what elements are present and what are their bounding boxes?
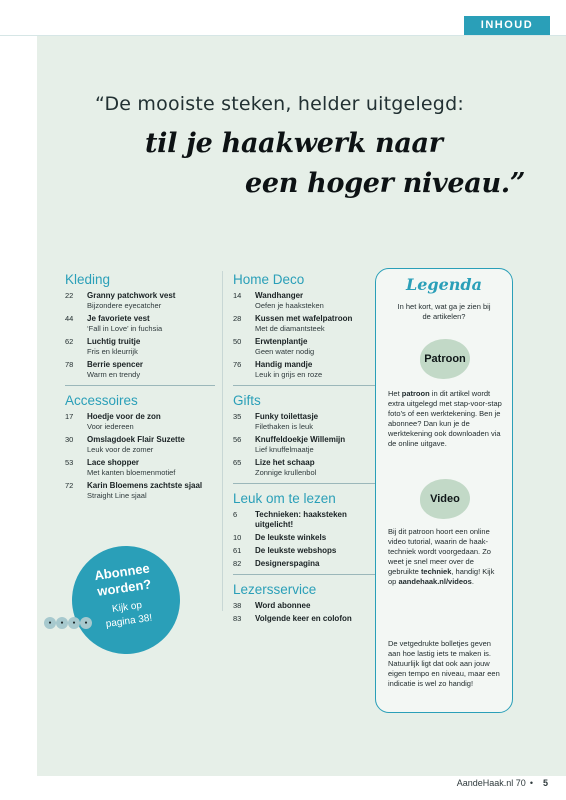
entry-title: Hoedje voor de zon (87, 412, 161, 421)
service-list (233, 601, 383, 624)
badge-line-3: Kijk op (111, 599, 143, 615)
video-text-part: , handig! Kijk op (388, 567, 495, 586)
toc-entry[interactable] (65, 435, 215, 455)
legend-title: Legenda (406, 275, 482, 294)
entry-title: Omslagdoek Flair Suzette (87, 435, 185, 444)
entry-page: 50 (233, 337, 242, 346)
top-bar (0, 0, 566, 36)
entry-desc: Leuk in grijs en roze (255, 370, 323, 379)
toc-entry[interactable] (233, 614, 383, 624)
section-rule (233, 385, 383, 386)
entry-title: Lace shopper (87, 458, 140, 467)
page-footer (457, 778, 548, 788)
entry-title: Designerspagina (255, 559, 320, 568)
toc-entry[interactable] (65, 314, 215, 334)
entry-title: Handig mandje (255, 360, 313, 369)
difficulty-dot-icon: ● (56, 617, 68, 629)
video-link[interactable]: aandehaak.nl/videos (398, 577, 472, 586)
patroon-text (388, 389, 502, 449)
entry-title: Funky toilettasje (255, 412, 319, 421)
entry-desc: Bijzondere eyecatcher (87, 301, 162, 310)
kleding-list (65, 291, 215, 380)
badge-line-4: pagina 38! (105, 612, 153, 630)
difficulty-dot-icon: ● (44, 617, 56, 629)
patroon-label: Patroon (424, 353, 466, 365)
video-label: Video (430, 493, 460, 505)
entry-title: Volgende keer en colofon (255, 614, 352, 623)
entry-desc: ‘Fall in Love’ in fuchsia (87, 324, 163, 333)
toc-entry[interactable] (65, 481, 215, 501)
legend-intro: In het kort, wat ga je zien bij de artikelen? (397, 302, 491, 321)
toc-entry[interactable] (233, 458, 383, 478)
entry-page: 28 (233, 314, 242, 323)
toc-entry[interactable] (233, 291, 383, 311)
quote-line-1: “De mooiste steken, helder uitgelegd: (95, 93, 464, 115)
toc-entry[interactable] (65, 412, 215, 432)
quote-line-3: een hoger niveau.” (245, 168, 526, 199)
entry-page: 62 (65, 337, 74, 346)
entry-page: 76 (233, 360, 242, 369)
entry-title: Knuffeldoekje Willemijn (255, 435, 346, 444)
toc-entry[interactable] (233, 412, 383, 432)
entry-desc: Oefen je haaksteken (255, 301, 324, 310)
video-text-bold: techniek (420, 567, 452, 576)
video-text (388, 527, 502, 587)
entry-desc: Leuk voor de zomer (87, 445, 154, 454)
gifts-list (233, 412, 383, 478)
video-text-part: Bij dit patroon hoort een online video tutorial, waarin de haak-techniek wordt voorgedaan. Zo weet je snel meer over de gebruikte (388, 527, 491, 576)
entry-page: 35 (233, 412, 242, 421)
section-tab: INHOUD (464, 16, 550, 35)
entry-page: 65 (233, 458, 242, 467)
entry-title: Karin Bloemens zachtste sjaal (87, 481, 203, 490)
patroon-text-bold: patroon (401, 389, 430, 398)
entry-page: 82 (233, 559, 242, 568)
footer-bullet: • (529, 778, 533, 788)
quote-line-2: til je haakwerk naar (145, 128, 443, 159)
entry-title: Wandhanger (255, 291, 304, 300)
entry-page: 61 (233, 546, 242, 555)
patroon-text-part: in dit artikel wordt extra uitgelegd met stap-voor-stap foto’s of een werktekening. Ben je abonnee? Dan kun je de werktekening ook downloaden via de online uitgave. (388, 389, 502, 448)
magazine-name: AandeHaak.nl 70 (456, 778, 526, 788)
entry-title: Word abonnee (255, 601, 311, 610)
toc-left-column (65, 272, 215, 504)
legend-box (375, 268, 513, 713)
column-divider (222, 271, 223, 611)
entry-page: 38 (233, 601, 242, 610)
entry-title: De leukste winkels (255, 533, 327, 542)
toc-entry[interactable] (233, 314, 383, 334)
entry-desc: Straight Line sjaal (87, 491, 147, 500)
accessoires-list (65, 412, 215, 501)
patroon-icon (420, 339, 470, 379)
category-lezersservice: Lezersservice (233, 582, 317, 597)
entry-desc: Zonnige krullenbol (255, 468, 317, 477)
entry-desc: Voor iedereen (87, 422, 134, 431)
entry-page: 14 (233, 291, 242, 300)
category-lezen: Leuk om te lezen (233, 491, 336, 506)
toc-entry[interactable] (233, 510, 383, 530)
difficulty-text: De vetgedrukte bolletjes geven aan hoe lastig iets te maken is. Natuurlijk ligt dat ook aan jouw eigen tempo en niveau, maar een indicatie is wel zo handig! (388, 639, 500, 688)
toc-entry[interactable] (65, 291, 215, 311)
entry-title: Technieken: haaksteken uitgelicht! (255, 510, 347, 529)
entry-page: 56 (233, 435, 242, 444)
entry-desc: Fris en kleurrijk (87, 347, 138, 356)
entry-page: 78 (65, 360, 74, 369)
toc-entry[interactable] (233, 601, 383, 611)
entry-page: 6 (233, 510, 238, 519)
entry-page: 53 (65, 458, 74, 467)
toc-entry[interactable] (233, 435, 383, 455)
entry-page: 30 (65, 435, 74, 444)
category-homedeco: Home Deco (233, 272, 305, 287)
page-number: 5 (542, 778, 548, 788)
category-kleding: Kleding (65, 272, 111, 287)
toc-entry[interactable] (233, 559, 383, 569)
video-icon (420, 479, 470, 519)
entry-title: Berrie spencer (87, 360, 144, 369)
difficulty-dots (44, 617, 94, 629)
badge-line-2: worden? (96, 576, 153, 599)
toc-middle-column (233, 272, 383, 627)
entry-desc: Met de diamantsteek (255, 324, 325, 333)
entry-title: Granny patchwork vest (87, 291, 176, 300)
toc-entry[interactable] (233, 337, 383, 357)
difficulty-dot-icon: ● (68, 617, 80, 629)
entry-desc: Lief knuffelmaatje (255, 445, 314, 454)
entry-page: 72 (65, 481, 74, 490)
toc-entry[interactable] (65, 360, 215, 380)
toc-entry[interactable] (65, 337, 215, 357)
patroon-text-part: Het (388, 389, 402, 398)
entry-title: De leukste webshops (255, 546, 337, 555)
toc-entry[interactable] (233, 533, 383, 543)
toc-entry[interactable] (65, 458, 215, 478)
homedeco-list (233, 291, 383, 380)
toc-entry[interactable] (233, 546, 383, 556)
entry-title: Lize het schaap (255, 458, 315, 467)
entry-page: 22 (65, 291, 74, 300)
entry-desc: Filethaken is leuk (255, 422, 313, 431)
entry-title: Kussen met wafelpatroon (255, 314, 353, 323)
category-gifts: Gifts (233, 393, 261, 408)
entry-desc: Met kanten bloemenmotief (87, 468, 176, 477)
video-text-part: . (471, 577, 474, 586)
section-rule (233, 574, 383, 575)
section-rule (65, 385, 215, 386)
badge-line-1: Abonnee (93, 560, 151, 584)
entry-page: 10 (233, 533, 242, 542)
entry-page: 17 (65, 412, 74, 421)
entry-title: Je favoriete vest (87, 314, 150, 323)
entry-title: Luchtig truitje (87, 337, 141, 346)
entry-desc: Warm en trendy (87, 370, 141, 379)
toc-entry[interactable] (233, 360, 383, 380)
difficulty-dot-icon: ● (80, 617, 92, 629)
category-accessoires: Accessoires (65, 393, 138, 408)
entry-page: 83 (233, 614, 242, 623)
section-rule (233, 483, 383, 484)
entry-title: Erwtenplantje (255, 337, 308, 346)
entry-desc: Geen water nodig (255, 347, 315, 356)
lezen-list (233, 510, 383, 569)
entry-page: 44 (65, 314, 74, 323)
